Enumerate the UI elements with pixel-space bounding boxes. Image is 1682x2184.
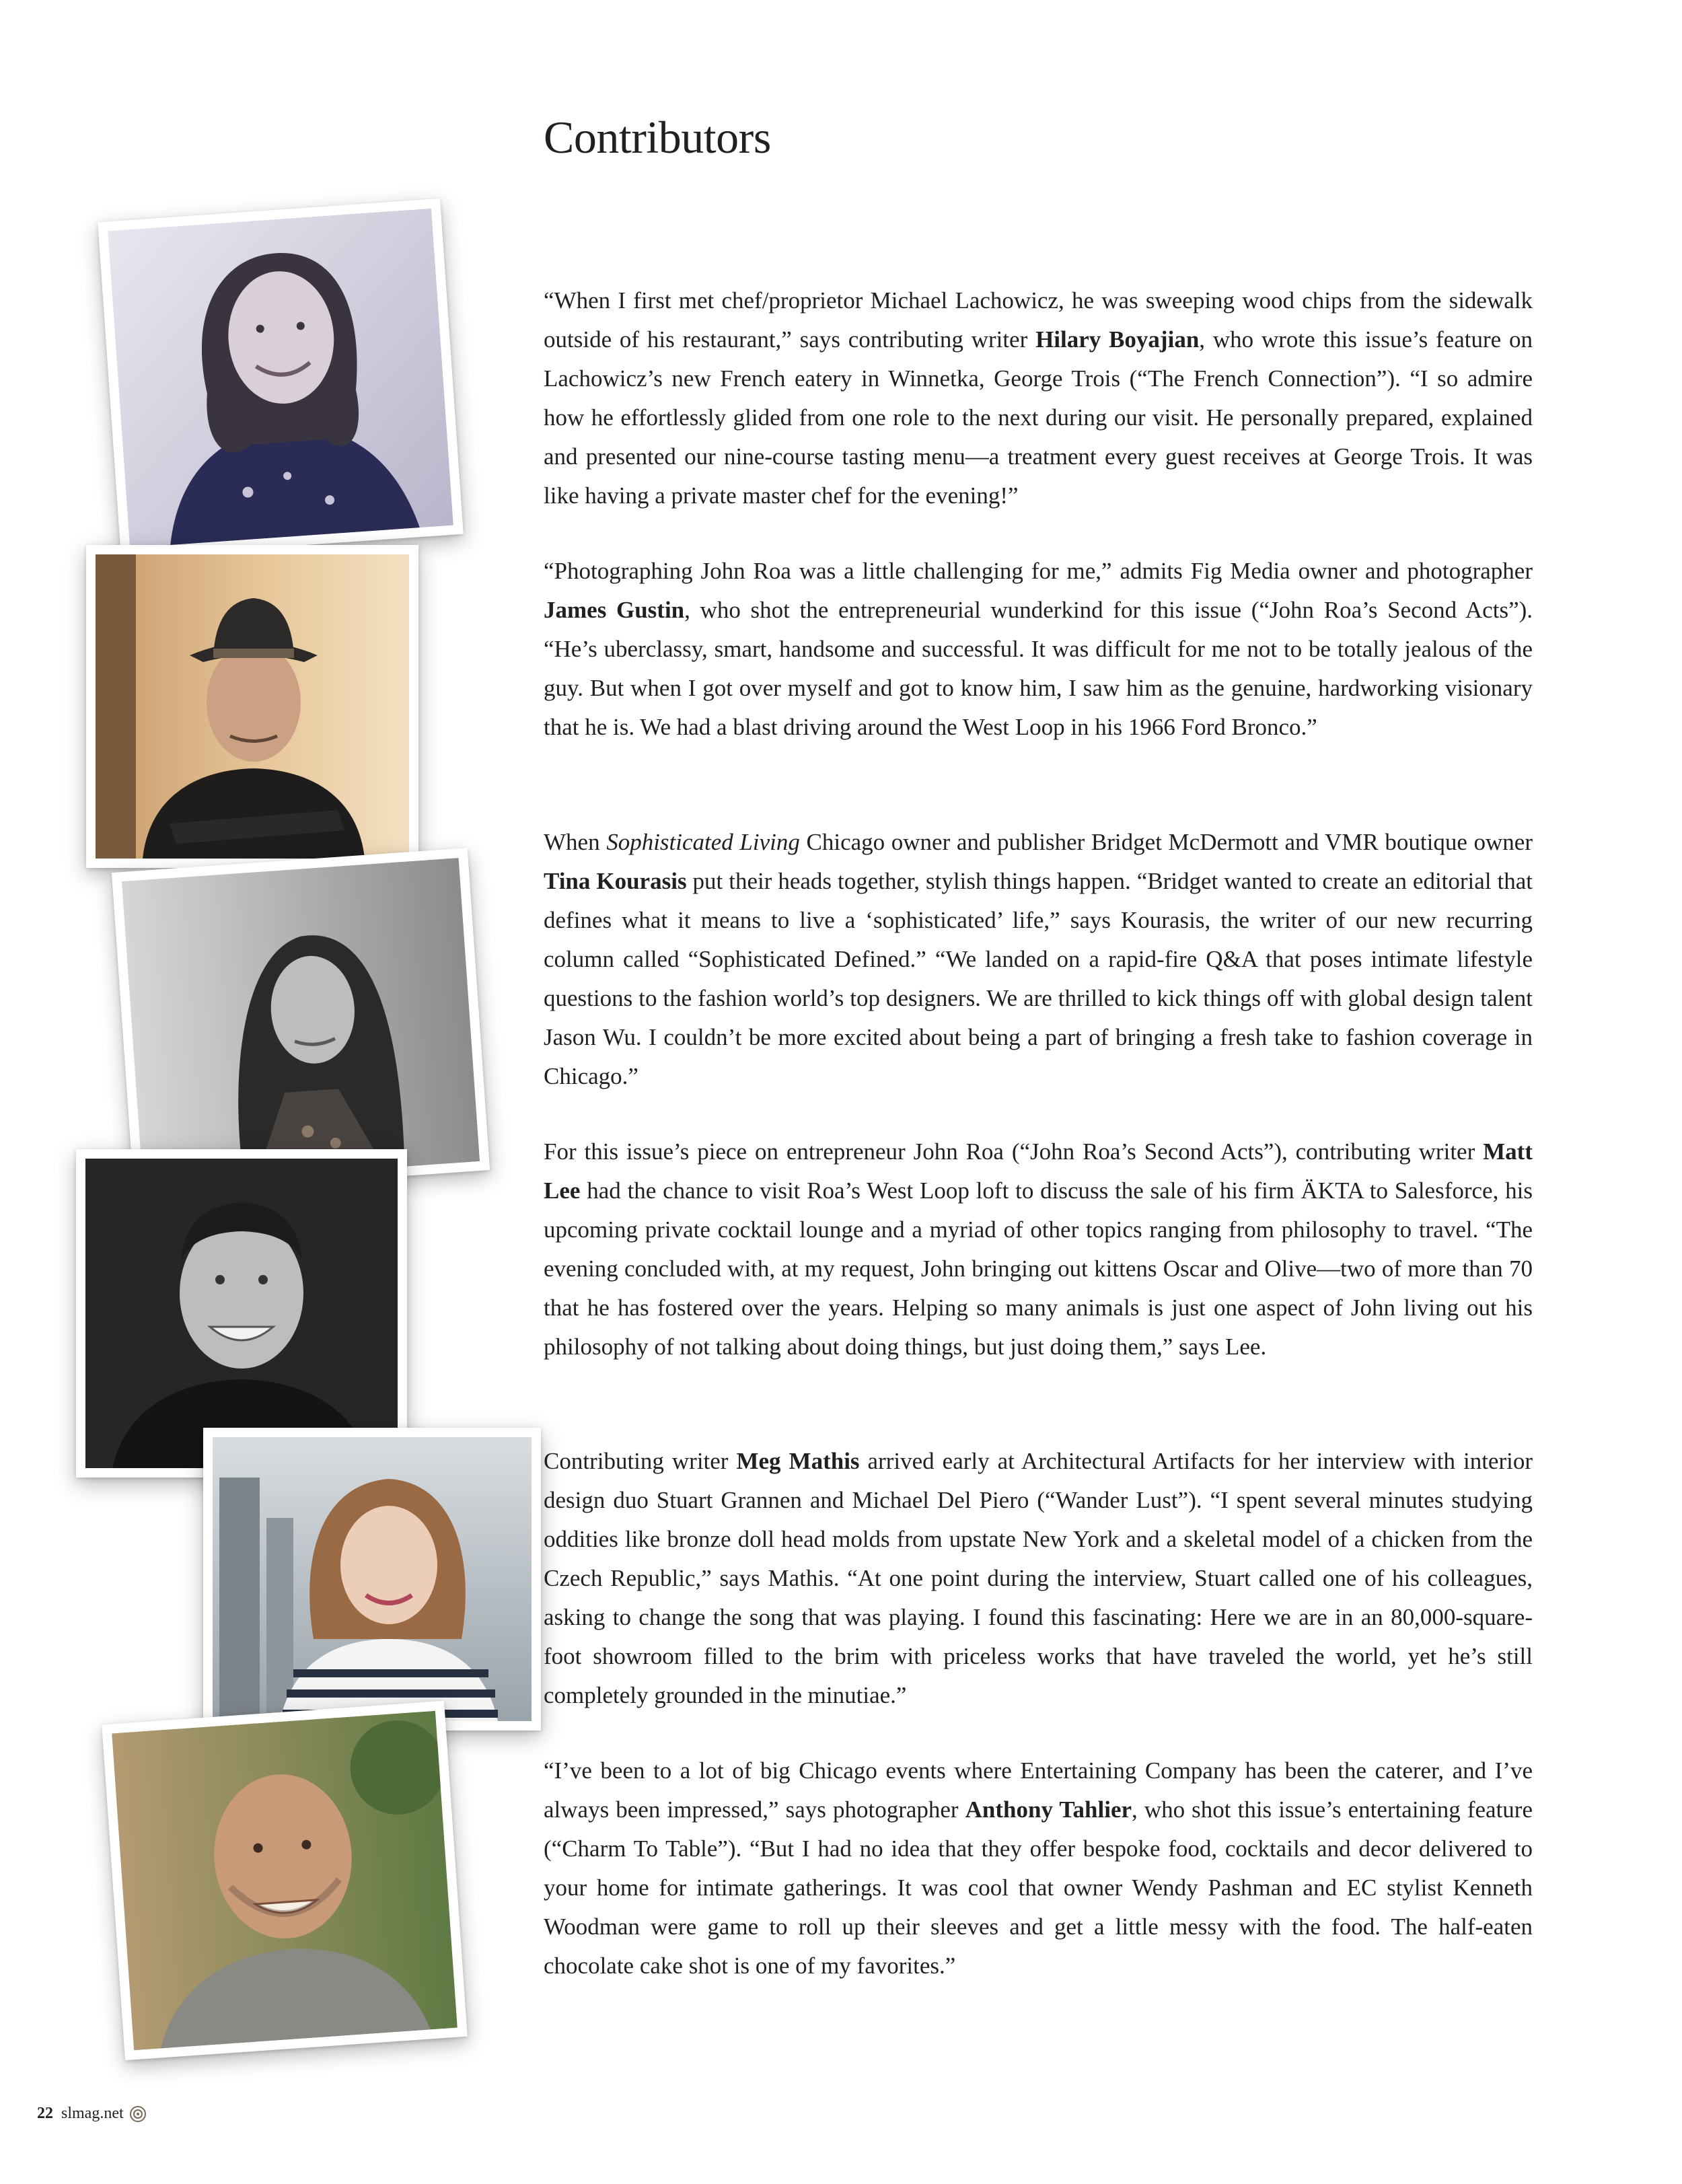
contributor-photo-james-gustin <box>86 545 418 868</box>
page-title: Contributors <box>544 112 771 163</box>
magazine-name: Sophisticated Living <box>606 829 800 855</box>
contributor-bio-anthony-tahlier: “I’ve been to a lot of big Chicago events where Entertaining Company has been the caterer, and I’ve always been impressed,” says photographer Anthony Tahlier, who shot this issue’s entertaining feature (“Charm To Table”). “But I had no idea that they offer bespoke food, cocktails and decor delivered to your home for intimate gatherings. It was cool that owner Wendy Pashman and EC stylist Kenneth Woodman were game to roll up their sleeves and get a little messy with the food. The half-eaten chocolate cake shot is one of my favorites.” <box>544 1757 1533 1979</box>
contributor-photo-anthony-tahlier <box>102 1701 468 2060</box>
site-url: slmag.net <box>61 2105 124 2122</box>
contributor-bio-meg-mathis: Contributing writer Meg Mathis arrived early at Architectural Artifacts for her interview with interior design duo Stuart Grannen and Michael Del Piero (“Wander Lust”). “I spent several minutes studying oddities like bronze doll head molds from upstate New York and a skeletal model of a chicken from the Czech Republic,” says Mathis. “At one point during the interview, Stuart called one of his colleagues, asking to change the song that was playing. I found this fascinating: Here we are in an 80,000-square-foot showroom filled to the brim with priceless works that have traveled the world, yet he’s still completely grounded in the minutiae.” <box>544 1448 1533 1708</box>
contributor-name: Matt Lee <box>544 1138 1533 1204</box>
contributor-bio-tina-kourasis: When Sophisticated Living Chicago owner and publisher Bridget McDermott and VMR boutique owner Tina Kourasis put their heads together, stylish things happen. “Bridget wanted to create an editorial that defines what it means to live a ‘sophisticated’ life,” says Kourasis, the writer of our new recurring column called “Sophisticated Defined.” “We landed on a rapid-fire Q&A that poses intimate lifestyle questions to the fashion world’s top designers. We are thrilled to kick things off with global design talent Jason Wu. I couldn’t be more excited about being a part of bringing a fresh take to fashion coverage in Chicago.” <box>544 829 1533 1089</box>
contributor-bio-matt-lee: For this issue’s piece on entrepreneur John Roa (“John Roa’s Second Acts”), contributing writer Matt Lee had the chance to visit Roa’s West Loop loft to discuss the sale of his firm ÄKTA to Salesforce, his upcoming private cocktail lounge and a myriad of other topics ranging from philosophy to travel. “The evening concluded with, at my request, John bringing out kittens Oscar and Olive—two of more than 70 that he has fostered over the years. Helping so many animals is just one aspect of John living out his philosophy of not talking about doing things, but just doing them,” says Lee. <box>544 1138 1533 1360</box>
contributor-photo-meg-mathis <box>203 1428 541 1731</box>
page-number: 22 <box>37 2105 53 2122</box>
logo-mark-icon <box>129 2105 147 2123</box>
contributor-bio-james-gustin: “Photographing John Roa was a little challenging for me,” admits Fig Media owner and photographer James Gustin, who shot the entrepreneurial wunderkind for this issue (“John Roa’s Second Acts”). “He’s uberclassy, smart, handsome and successful. It was difficult for me not to be totally jealous of the guy. But when I got over myself and got to know him, I saw him as the genuine, hardworking visionary that he is. We had a blast driving around the West Loop in his 1966 Ford Bronco.” <box>544 558 1533 740</box>
contributor-name: James Gustin <box>544 597 685 623</box>
contributor-name: Tina Kourasis <box>544 868 687 894</box>
contributor-name: Meg Mathis <box>736 1448 860 1474</box>
contributor-bio-hilary-boyajian: “When I first met chef/proprietor Michael Lachowicz, he was sweeping wood chips from the sidewalk outside of his restaurant,” says contributing writer Hilary Boyajian, who wrote this issue’s feature on Lachowicz’s new French eatery in Winnetka, George Trois (“The French Connection”). “I so admire how he effortlessly glided from one role to the next during our visit. He personally prepared, explained and presented our nine-course tasting menu—a treatment every guest receives at George Trois. It was like having a private master chef for the evening!” <box>544 287 1533 509</box>
contributor-photo-tina-kourasis <box>112 848 490 1195</box>
page-footer <box>37 2105 147 2123</box>
contributor-photo-hilary-boyajian <box>98 198 464 558</box>
contributor-name: Hilary Boyajian <box>1035 326 1200 353</box>
contributor-name: Anthony Tahlier <box>965 1796 1132 1823</box>
